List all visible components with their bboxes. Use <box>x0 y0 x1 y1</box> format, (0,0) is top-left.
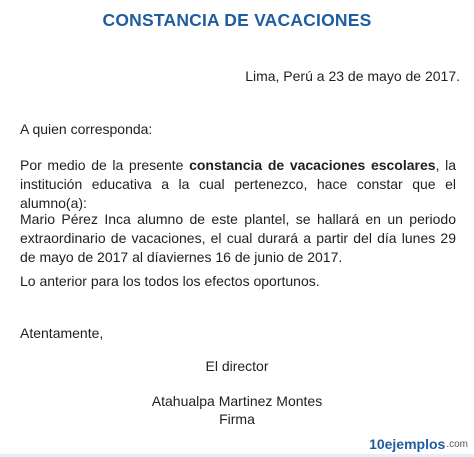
closing-paragraph: Lo anterior para los todos los efectos oportunos. <box>20 273 320 289</box>
brand-suffix: .com <box>446 438 468 450</box>
signature-label: Firma <box>219 411 255 427</box>
signer-name: Atahualpa Martinez Montes <box>151 393 323 409</box>
document-title: CONSTANCIA DE VACACIONES <box>102 10 372 30</box>
brand-logo <box>369 435 468 453</box>
intro-text-start: Por medio de la presente <box>20 157 190 173</box>
brand-name: 10ejemplos <box>369 436 446 452</box>
sign-off: Atentamente, <box>20 325 104 341</box>
intro-text-end: , la institución educativa a la cual pertenezco, hace constar que el alumno(a): <box>20 157 456 211</box>
greeting: A quien corresponda: <box>20 121 153 137</box>
date-line: Lima, Perú a 23 de mayo de 2017. <box>245 68 460 84</box>
intro-bold-phrase: constancia de vacaciones escolares <box>189 157 436 173</box>
signer-role: El director <box>205 358 269 374</box>
intro-paragraph <box>20 156 456 213</box>
body-paragraph: Mario Pérez Inca alumno de este plantel, se hallará en un periodo extraordinario de vacaciones, el cual durará a partir del día lunes 29 de mayo de 2017 al díaviernes 16 de junio de 2017. <box>20 211 456 265</box>
